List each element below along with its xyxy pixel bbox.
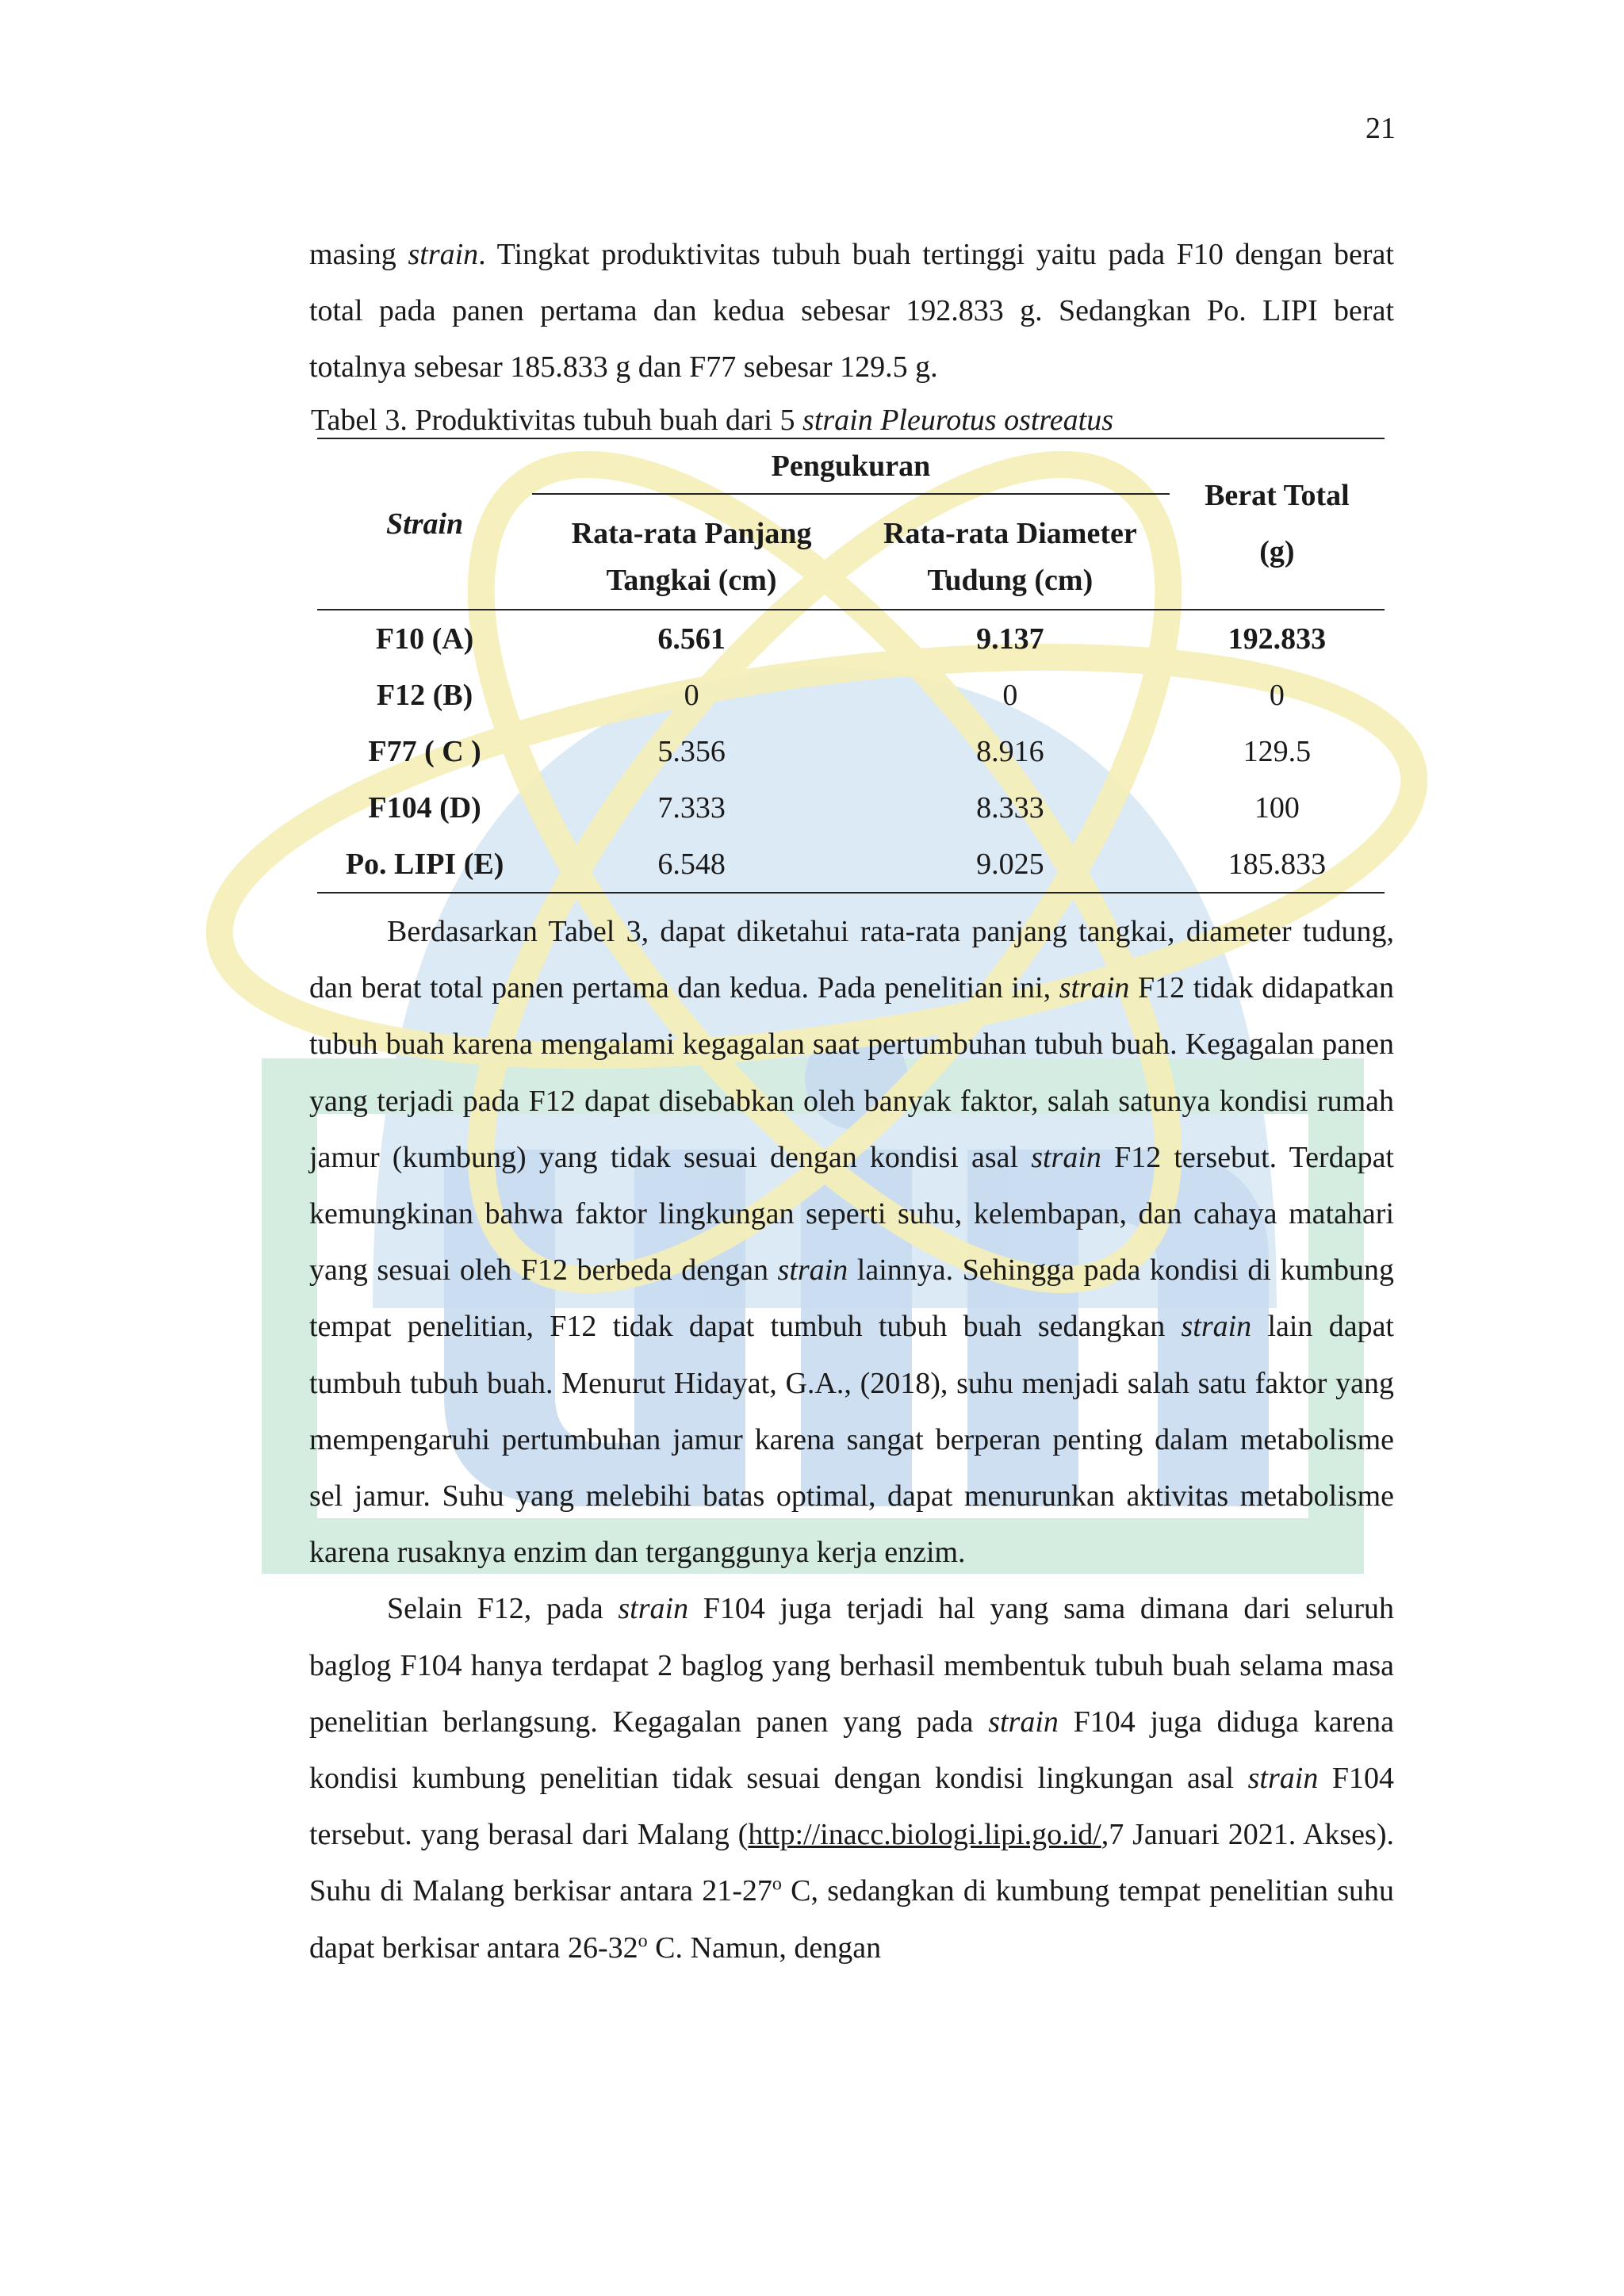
- cell-panjang: 6.561: [657, 622, 726, 656]
- table-row: [317, 667, 1385, 723]
- cell-berat: 192.833: [1228, 622, 1327, 656]
- table-row: [317, 836, 1385, 893]
- cell-panjang: 5.356: [657, 734, 726, 768]
- cell-strain: F77 ( C ): [368, 734, 481, 768]
- cell-diameter: 9.137: [976, 622, 1044, 656]
- header-pengukuran: Pengukuran: [532, 438, 1170, 494]
- header-panjang-line2: Tangkai (cm): [606, 563, 777, 597]
- cell-berat: 185.833: [1170, 836, 1385, 893]
- table-row: [317, 610, 1385, 667]
- cell-berat: 0: [1269, 678, 1285, 712]
- header-panjang-line1: Rata-rata Panjang: [571, 517, 812, 550]
- header-berat-total: [1170, 438, 1385, 610]
- paragraph-2-3-block: [309, 904, 1394, 1976]
- cell-strain: Po. LIPI (E): [317, 836, 532, 893]
- header-diameter-line1: Rata-rata Diameter: [883, 517, 1137, 550]
- cell-strain: F10 (A): [375, 622, 474, 656]
- cell-berat: 129.5: [1243, 734, 1312, 768]
- header-diameter-line2: Tudung (cm): [927, 563, 1094, 597]
- paragraph-3: Selain F12, pada strain F104 juga terjadi hal yang sama dimana dari seluruh baglog F104 hanya terdapat 2 baglog yang berhasil membentuk tubuh buah selama masa penelitian berlangsung. Kegagalan panen yang pada strain F104 juga diduga karena kondisi kumbung penelitian tidak sesuai dengan kondisi lingkungan asal strain F104 tersebut. yang berasal dari Malang (http://inacc.biologi.lipi.go.id/,7 Januari 2021. Akses). Suhu di Malang berkisar antara 21-27$^o$ C, sedangkan di kumbung tempat penelitian suhu dapat berkisar antara 26-32$^o$ C. Namun, dengan: [309, 1592, 1395, 1965]
- paragraph-2: Berdasarkan Tabel 3, dapat diketahui rata-rata panjang tangkai, diameter tudung, dan berat total panen pertama dan kedua. Pada penelitian ini, strain F12 tidak didapatkan tubuh buah karena mengalami kegagalan saat pertumbuhan tubuh buah. Kegagalan panen yang terjadi pada F12 dapat disebabkan oleh banyak faktor, salah satunya kondisi rumah jamur (kumbung) yang tidak sesuai dengan kondisi asal strain F12 tersebut. Terdapat kemungkinan bahwa faktor lingkungan seperti suhu, kelembapan, dan cahaya matahari yang sesuai oleh F12 berbeda dengan strain lainnya. Sehingga pada kondisi di kumbung tempat penelitian, F12 tidak dapat tumbuh tubuh buah sedangkan strain lain dapat tumbuh tubuh buah. Menurut Hidayat, G.A., (2018), suhu menjadi salah satu faktor yang mempengaruhi pertumbuhan jamur karena sangat berperan penting dalam metabolisme sel jamur. Suhu yang melebihi batas optimal, dapat menurunkan aktivitas metabolisme karena rusaknya enzim dan terganggunya kerja enzim.: [309, 915, 1394, 1570]
- table-row: [317, 723, 1385, 779]
- table-caption: Tabel 3. Produktivitas tubuh buah dari 5 strain Pleurotus ostreatus: [311, 404, 1114, 437]
- page-number: 21: [1365, 112, 1396, 145]
- paragraph-1: masing strain. Tingkat produktivitas tubuh buah tertinggi yaitu pada F10 dengan berat total pada panen pertama dan kedua sebesar 192.833 g. Sedangkan Po. LIPI berat totalnya sebesar 185.833 g dan F77 sebesar 129.5 g.: [309, 238, 1394, 385]
- source-link[interactable]: http://inacc.biologi.lipi.go.id/: [748, 1818, 1101, 1852]
- header-berat-line2: (g): [1259, 535, 1295, 568]
- paragraph-1-block: [309, 227, 1394, 396]
- cell-diameter: 9.025: [851, 836, 1170, 893]
- cell-diameter: 0: [1002, 678, 1018, 712]
- cell-strain: F12 (B): [376, 678, 473, 712]
- productivity-table: [317, 438, 1385, 894]
- cell-diameter: 8.333: [976, 790, 1044, 825]
- header-berat-line1: Berat Total: [1205, 479, 1350, 512]
- cell-panjang: 7.333: [657, 790, 726, 825]
- cell-panjang: 6.548: [532, 836, 851, 893]
- cell-berat: 100: [1254, 790, 1300, 825]
- cell-diameter: 8.916: [976, 734, 1044, 768]
- cell-strain: F104 (D): [368, 790, 481, 825]
- cell-panjang: 0: [684, 678, 699, 712]
- table-row: [317, 779, 1385, 836]
- header-strain: Strain: [386, 507, 464, 541]
